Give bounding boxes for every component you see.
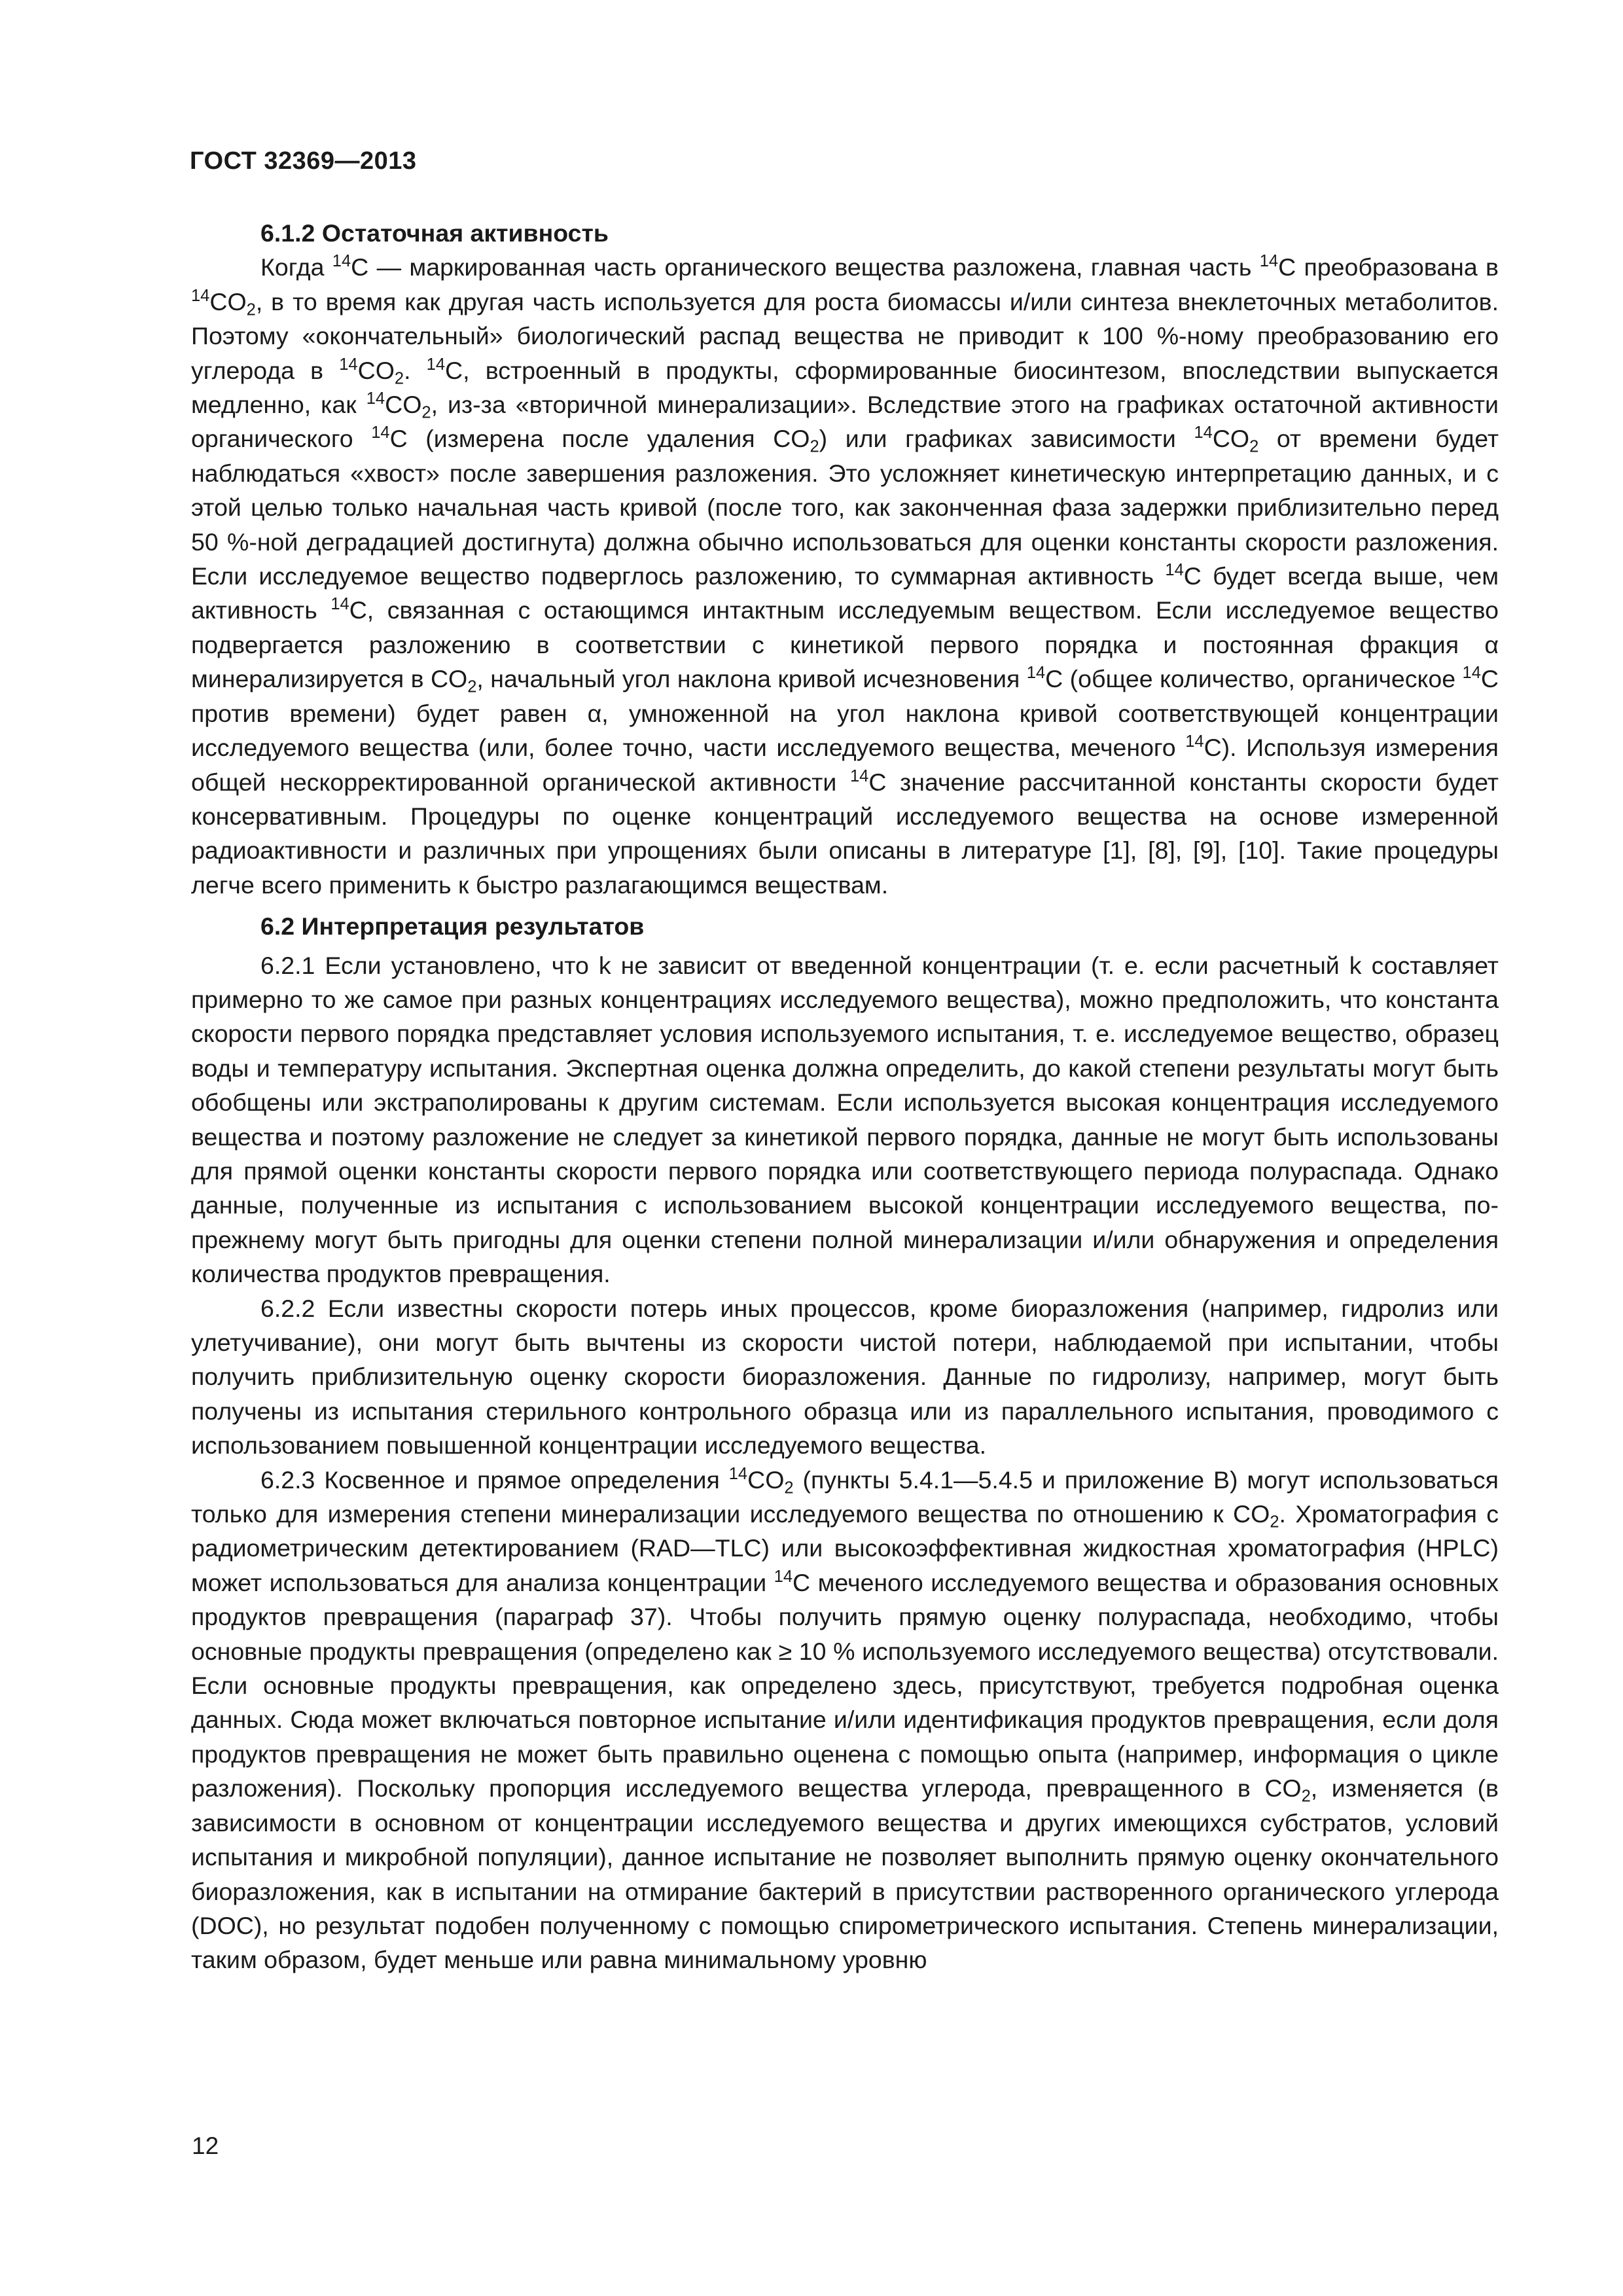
page-number: 12 bbox=[192, 2132, 219, 2159]
paragraph-6-2-1: 6.2.1 Если установлено, что k не зависит от введенной концентрации (т. е. если расчетный k составляет примерно то же самое при разных концентрациях исследуемого вещества), можно предположить, что константа скорости первого порядка представляет условия используемого испытания, т. е. исследуемое вещество, образец воды и температуру испытания. Экспертная оценка должна определить, до какой степени результаты могут быть обобщены или экстраполированы к другим системам. Если используется высокая концентрация исследуемого вещества и поэтому разложение не следует за кинетикой первого порядка, данные не могут быть использованы для прямой оценки константы скорости первого порядка или соответствующего периода полураспада. Однако данные, полученные из испытания с использованием высокой концентрации исследуемого вещества, по-прежнему могут быть пригодны для оценки степени полной минерализации и/или обнаружения и определения количества продуктов превращения. bbox=[191, 951, 1499, 1288]
paragraph-residual-activity: Когда $^{14}$C — маркированная часть органического вещества разложена, главная часть $^{14}$C преобразована в $^{14}CO_2$, в то время как другая часть используется для роста биомассы и/или синтеза внеклеточных метаболитов. Поэтому «окончательный» биологический распад вещества не приводит к 100 %-ному преобразованию его углерода в $^{14}CO_2$. $^{14}$C, встроенный в продукты, сформированные биосинтезом, впоследствии выпускается медленно, как $^{14}CO_2$, из-за «вторичной минерализации». Вследствие этого на графиках остаточной активности органического $^{14}$C (измерена после удаления $CO_2$) или графиках зависимости $^{14}CO_2$ от времени будет наблюдаться «хвост» после завершения разложения. Это усложняет кинетическую интерпретацию данных, и с этой целью только начальная часть кривой (после того, как законченная фаза задержки приблизительно перед 50 %-ной деградацией достигнута) должна обычно использоваться для оценки константы скорости разложения. Если исследуемое вещество подверглось разложению, то суммарная активность $^{14}$C будет всегда выше, чем активность $^{14}$C, связанная с остающимся интактным исследуемым веществом. Если исследуемое вещество подвергается разложению в соответствии с кинетикой первого порядка и постоянная фракция α минерализируется в $CO_2$, начальный угол наклона кривой исчезновения $^{14}$C (общее количество, органическое $^{14}$C против времени) будет равен α, умноженной на угол наклона кривой соответствующей концентрации исследуемого вещества (или, более точно, части исследуемого вещества, меченого $^{14}$C). Используя измерения общей нескорректированной органической активности $^{14}$C значение рассчитанной константы скорости будет консервативным. Процедуры по оценке концентраций исследуемого вещества на основе измеренной радиоактивности и различных при упрощениях были описаны в литературе [1], [8], [9], [10]. Такие процедуры легче всего применить к быстро разлагающимся веществам. bbox=[191, 252, 1499, 899]
paragraph-6-2-3: 6.2.3 Косвенное и прямое определения $^{14}CO_2$ (пункты 5.4.1—5.4.5 и приложение В) могут использоваться только для измерения степени минерализации исследуемого вещества по отношению к $CO_2$. Хроматография с радиометрическим детектированием (RAD—TLC) или высокоэффективная жидкостная хроматография (HPLC) может использоваться для анализа концентрации $^{14}$C меченого исследуемого вещества и образования основных продуктов превращения (параграф 37). Чтобы получить прямую оценку полураспада, необходимо, чтобы основные продукты превращения (определено как ≥ 10 % используемого исследуемого вещества) отсутствовали. Если основные продукты превращения, как определено здесь, присутствуют, требуется подробная оценка данных. Сюда может включаться повторное испытание и/или идентификация продуктов превращения, если доля продуктов превращения не может быть правильно оценена с помощью опыта (например, информация о цикле разложения). Поскольку пропорция исследуемого вещества углерода, превращенного в $CO_2$, изменяется (в зависимости в основном от концентрации исследуемого вещества и других имеющихся субстратов, условий испытания и микробной популяции), данное испытание не позволяет выполнить прямую оценку окончательного биоразложения, как в испытании на отмирание бактерий в присутствии растворенного органического углерода (DOC), но результат подобен полученному с помощью спирометрического испытания. Степень минерализации, таким образом, будет меньше или равна минимальному уровню bbox=[191, 1464, 1499, 1974]
document-body bbox=[191, 216, 1499, 1977]
section-heading-6-2: 6.2 Интерпретация результатов bbox=[260, 912, 645, 941]
paragraph-6-2-2: 6.2.2 Если известны скорости потерь иных процессов, кроме биоразложения (например, гидролиз или улетучивание), они могут быть вычтены из скорости чистой потери, наблюдаемой при испытании, чтобы получить приблизительную оценку скорости биоразложения. Данные по гидролизу, например, могут быть получены из испытания стерильного контрольного образца или из параллельного испытания, проводимого с использованием повышенной концентрации исследуемого вещества. bbox=[191, 1294, 1499, 1460]
section-heading-6-1-2: 6.1.2 Остаточная активность bbox=[260, 219, 609, 247]
document-code: ГОСТ 32369—2013 bbox=[190, 147, 417, 175]
